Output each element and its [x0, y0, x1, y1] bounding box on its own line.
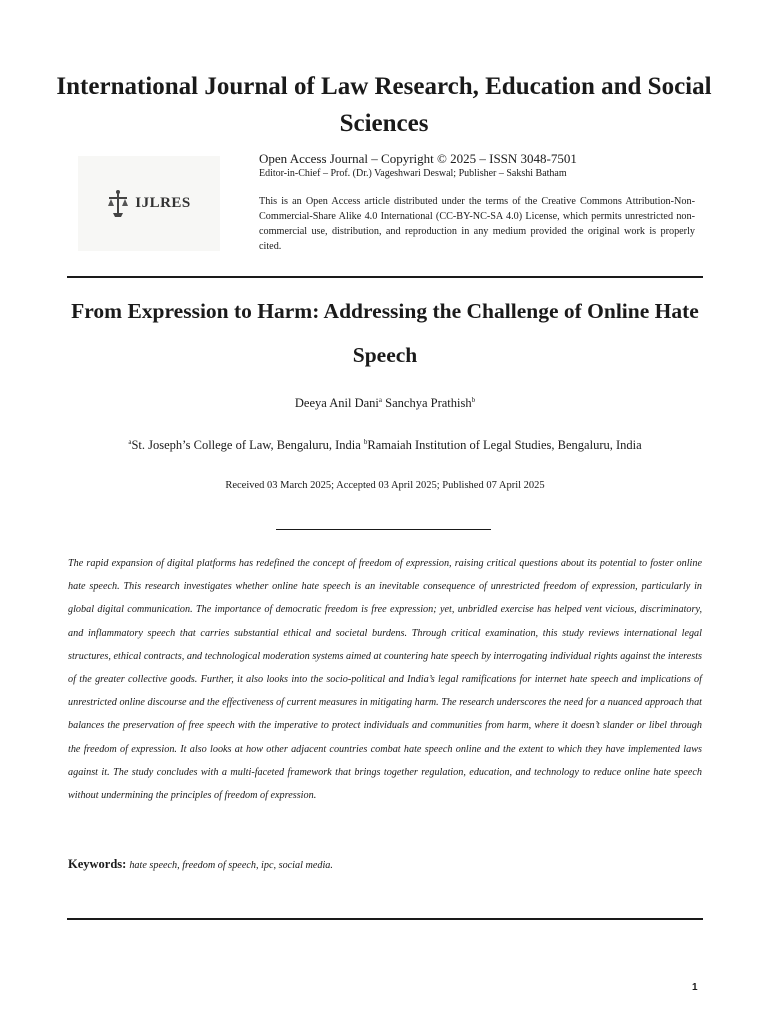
journal-logo [78, 156, 220, 251]
editor-publisher: Editor-in-Chief – Prof. (Dr.) Vageshwari Deswal; Publisher – Sakshi Batham [259, 168, 567, 179]
affiliation-superscript: a [128, 438, 132, 446]
copyright-issn: Open Access Journal – Copyright © 2025 – ISSN 3048-7501 [259, 151, 577, 166]
article-title: From Expression to Harm: Addressing the Challenge of Online Hate Speech [71, 299, 699, 367]
affiliation: Ramaiah Institution of Legal Studies, Bengaluru, India [367, 438, 642, 453]
affiliation: St. Joseph’s College of Law, Bengaluru, India [131, 438, 361, 453]
publication-dates: Received 03 March 2025; Accepted 03 April 2025; Published 07 April 2025 [225, 480, 545, 491]
license-notice: This is an Open Access article distributed under the terms of the Creative Commons Attribution-Non-Commercial-Share Alike 4.0 International (CC-BY-NC-SA 4.0) License, which permits unrestricted non-commercial use, distribution, and reproduction in any medium provided the original work is properly cited. [259, 196, 695, 252]
logo-wordmark: IJLRES [135, 195, 191, 211]
abstract: The rapid expansion of digital platforms has redefined the concept of freedom of expression, raising critical questions about its potential to foster online hate speech. This research investigates whether online hate speech is an inevitable consequence of unrestricted freedom of expression, particularly in global digital communication. The importance of democratic freedom is free expression; yet, unbridled exercise has helped vent vicious, discriminatory, and inflammatory speech that carries substantial ethical and societal burdens. Through critical examination, this study reviews international legal structures, ethical contracts, and technological moderation systems aimed at countering hate speech by interrogating individual rights against the interests of the greater collective goods. Further, it also looks into the socio-political and India’s legal ramifications for internet hate speech and implications of unrestricted online discourse and the effectiveness of current measures in mitigating harm. The research underscores the need for a nuanced approach that balances the preservation of free speech with the imperative to protect individuals and communities from harm, where it doesn’t slander or libel through the freedom of expression. It also looks at how other adjacent countries combat hate speech online and the extent to which they have implemented laws against it. The study concludes with a multi-faceted framework that brings together regulation, education, and technology to reduce online hate speech without undermining the principles of freedom of expression. [68, 558, 702, 802]
affiliations [40, 438, 730, 453]
page-number: 1 [692, 982, 698, 993]
affiliation-superscript: b [363, 438, 368, 446]
author-list [60, 396, 710, 411]
author-superscript: b [471, 396, 476, 404]
section-divider [276, 529, 491, 530]
journal-title: International Journal of Law Research, Education and Social Sciences [56, 73, 712, 137]
author-name: Sanchya Prathish [385, 396, 472, 411]
author-name: Deeya Anil Dani [294, 396, 379, 411]
keywords-values: hate speech, freedom of speech, ipc, social media. [129, 860, 333, 871]
journal-meta [259, 150, 695, 254]
keywords [68, 857, 702, 872]
header-divider [67, 276, 703, 278]
footer-divider [67, 918, 703, 920]
author-superscript: a [378, 396, 383, 404]
keywords-label: Keywords: [68, 857, 127, 871]
scales-of-justice-icon [107, 189, 129, 219]
